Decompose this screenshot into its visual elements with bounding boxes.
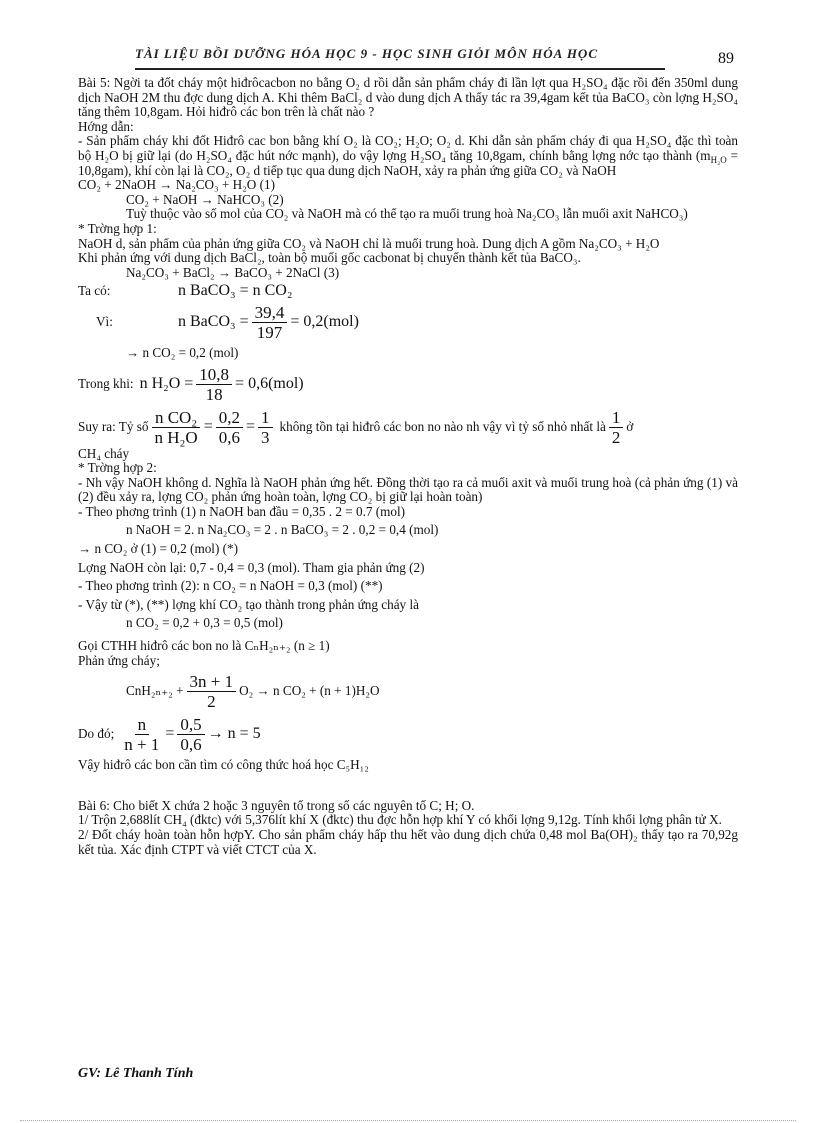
ch4-line: CH₄ cháy	[78, 445, 130, 461]
case2-paragraph-2: - Theo phơng trình (1) n NaOH ban đầu = 0,35 . 2 = 0.7 (mol)	[78, 503, 406, 519]
vi-rhs: = 0,2(mol)	[290, 313, 359, 331]
ctth-line: Gọi CTHH hiđrô các bon no là CₙH₂ₙ₊₂ (n ≥ 1)	[78, 638, 330, 654]
case2-paragraph-4: → n CO₂ ở (1) = 0,2 (mol) (*)	[78, 541, 239, 557]
case1-paragraph-2: Khi phản ứng với dung dịch BaCl₂, toàn bộ muối gốc cacbonat bị chuyển thành kết tủa BaCO₃.	[78, 250, 581, 266]
equation-3: Na₂CO₃ + BaCl₂ → BaCO₃ + 2NaCl (3)	[126, 264, 340, 280]
vi-lhs: n BaCO₃ =	[178, 313, 249, 331]
ratio-line: Suy ra: Tỷ số $\frac{\text{n CO₂}}{\text{n H₂O}}$ = $\frac{0,2}{0,6}$ = $\frac{1}{3}$ không tồn tại hiđrô các bon no nào nh vậy vì tỷ số nhỏ nhất là $\frac{1}{2}$ ở	[78, 407, 634, 447]
case2-paragraph-8: n CO₂ = 0,2 + 0,3 = 0,5 (mol)	[126, 615, 283, 631]
guide-paragraph: - Sản phẩm cháy khi đốt Hiđrô cac bon bằng khí O₂ là CO₂; H₂O; O₂ d. Khi dẫn sản phẩm cháy đi qua H₂SO₄ đặc thì toàn bộ H₂O bị giữ lại (do H₂SO₄ đặc hút nớc mạnh), do vậy lợng H₂SO₄ tăng 10,8gam, chính bằng lợng nớc tạo thành $(m_{H_2O} = 10,8gam)$, khí còn lại là CO₂, O₂ d tiếp tục qua dung dịch NaOH, xảy ra phản ứng giữa CO₂ và NaOH	[78, 133, 739, 178]
page-content	[78, 76, 738, 857]
dodo-line: Do đó; $\frac{n}{n + 1}$ = $\frac{0,5}{0,6}$ → n = 5	[78, 715, 261, 755]
equation-2: CO₂ + NaOH → NaHCO₃ (2)	[126, 191, 284, 207]
fraction-10-8-over-18: $\frac{10,8}{18}$	[196, 365, 232, 404]
nco2-line: → n CO₂ = 0,2 (mol)	[126, 344, 239, 360]
vi-label: Vì:	[96, 314, 113, 330]
ratio-fraction-simplified: $\frac{1}{3}$	[258, 408, 273, 447]
guide-title: Hớng dẫn:	[78, 118, 134, 134]
dodo-rhs: → n = 5	[207, 725, 261, 743]
bai6-question-1: 1/ Trộn 2,688lít CH₄ (đktc) với 5,376lít khí X (đktc) thu đợc hỗn hợp khí Y có khối lợng 9,12g. Tính khối lợng phân tử X.	[78, 812, 722, 828]
combustion-fraction: $\frac{3n + 1}{2}$	[187, 672, 237, 711]
taco-line	[78, 284, 738, 299]
bai5-intro: Bài 5: Ngời ta đốt cháy một hiđrôcacbon no bằng O₂ d rồi dẫn sản phẩm cháy đi lần lợt qua H₂SO₄ đặc rồi đến 350ml dung dịch NaOH 2M thu đợc dung dịch A. Khi thêm BaCl₂ d vào dung dịch A thấy tác ra 39,4gam kết tủa BaCO₃ còn lợng H₂SO₄ tăng thêm 10,8gam. Hỏi hiđrô các bon trên là chất nào ?	[78, 75, 738, 120]
combustion-equation	[78, 672, 738, 711]
suyra-text: không tồn tại hiđrô các bon no nào nh vậy vì tỷ số nhỏ nhất là	[279, 418, 606, 434]
page-number: 89	[718, 50, 734, 67]
salt-note: Tuỳ thuộc vào số mol của CO₂ và NaOH mà có thể tạo ra muối trung hoà Na₂CO₃ lẫn muối axit NaHCO₃)	[126, 206, 688, 222]
ratio-fraction-values: $\frac{0,2}{0,6}$	[216, 408, 243, 447]
case2-paragraph-6: - Theo phơng trình (2): n CO₂ = n NaOH = 0,3 (mol) (**)	[78, 578, 383, 594]
combustion-rhs: O₂ → n CO₂ + (n + 1)H₂O	[239, 683, 380, 699]
case2-title: * Trờng hợp 2:	[78, 460, 157, 476]
case2-paragraph-3: n NaOH = 2. n Na₂CO₃ = 2 . n BaCO₃ = 2 . 0,2 = 0,4 (mol)	[126, 522, 439, 538]
case2-paragraph-5: Lợng NaOH còn lại: 0,7 - 0,4 = 0,3 (mol). Tham gia phản ứng (2)	[78, 559, 425, 575]
suyra-label: Suy ra: Tỷ số	[78, 418, 149, 434]
bai6-intro: Bài 6: Cho biết X chứa 2 hoặc 3 nguyên tố trong số các nguyên tố C; H; O.	[78, 797, 475, 813]
dodo-fraction-1: $\frac{n}{n + 1}$	[124, 715, 160, 755]
taco-expression: n BaCO₃ = n CO₂	[178, 282, 293, 300]
fraction-39-4-over-197: $\frac{39,4}{197}$	[252, 303, 288, 342]
case2-paragraph-7: - Vậy từ (*), (**) lợng khí CO₂ tạo thành trong phản ứng cháy là	[78, 596, 419, 612]
suyra-end: ở	[626, 418, 634, 434]
trongkhi-label: Trong khi:	[78, 375, 134, 391]
dodo-fraction-2: $\frac{0,5}{0,6}$	[177, 715, 204, 754]
trongkhi-lhs: n H₂O =	[139, 374, 194, 392]
vi-line	[78, 303, 738, 342]
case1-title: * Trờng hợp 1:	[78, 220, 157, 236]
ratio-fraction-symbolic: $\frac{\text{n CO₂}}{\text{n H₂O}}$	[151, 408, 200, 447]
taco-label: Ta có:	[78, 283, 111, 299]
trongkhi-rhs: = 0,6(mol)	[235, 374, 304, 392]
case2-paragraph-1: - Nh vậy NaOH không d. Nghĩa là NaOH phản ứng hết. Đồng thời tạo ra cả muối axit và muối trung hoà (cả phản ứng (1) và (2) đều xảy ra, lợng CO₂ phản ứng hoàn toàn, lợng CO₂ bị giữ lại hoàn toàn)	[78, 474, 738, 505]
case1-paragraph-1: NaOH d, sản phẩm của phản ứng giữa CO₂ và NaOH chỉ là muối trung hoà. Dung dịch A gồm Na₂CO₃ + H₂O	[78, 235, 660, 251]
footer-author: GV: Lê Thanh Tính	[78, 1066, 194, 1081]
pu-chay-line: Phản ứng cháy;	[78, 652, 160, 668]
page-header: TÀI LIỆU BỒI DƯỠNG HÓA HỌC 9 - HỌC SINH GIỎI MÔN HÓA HỌC	[135, 46, 665, 70]
page-bottom-divider	[20, 1120, 796, 1121]
bai6-question-2: 2/ Đốt cháy hoàn toàn hỗn hợpY. Cho sản phẩm cháy hấp thu hết vào dung dịch chứa 0,48 mol Ba(OH)₂ thấy tạo ra 70,92g kết tủa. Xác định CTPT và viết CTCT của X.	[78, 827, 738, 857]
dodo-label: Do đó;	[78, 726, 115, 742]
combustion-lhs: CnH₂ₙ₊₂ +	[126, 683, 184, 699]
min-ratio-fraction: $\frac{1}{2}$	[609, 408, 624, 447]
conclusion-line: Vậy hiđrô các bon cần tìm có công thức hoá học C₅H₁₂	[78, 757, 369, 773]
trongkhi-line	[78, 365, 738, 404]
equation-1: CO₂ + 2NaOH → Na₂CO₃ + H₂O (1)	[78, 177, 275, 193]
